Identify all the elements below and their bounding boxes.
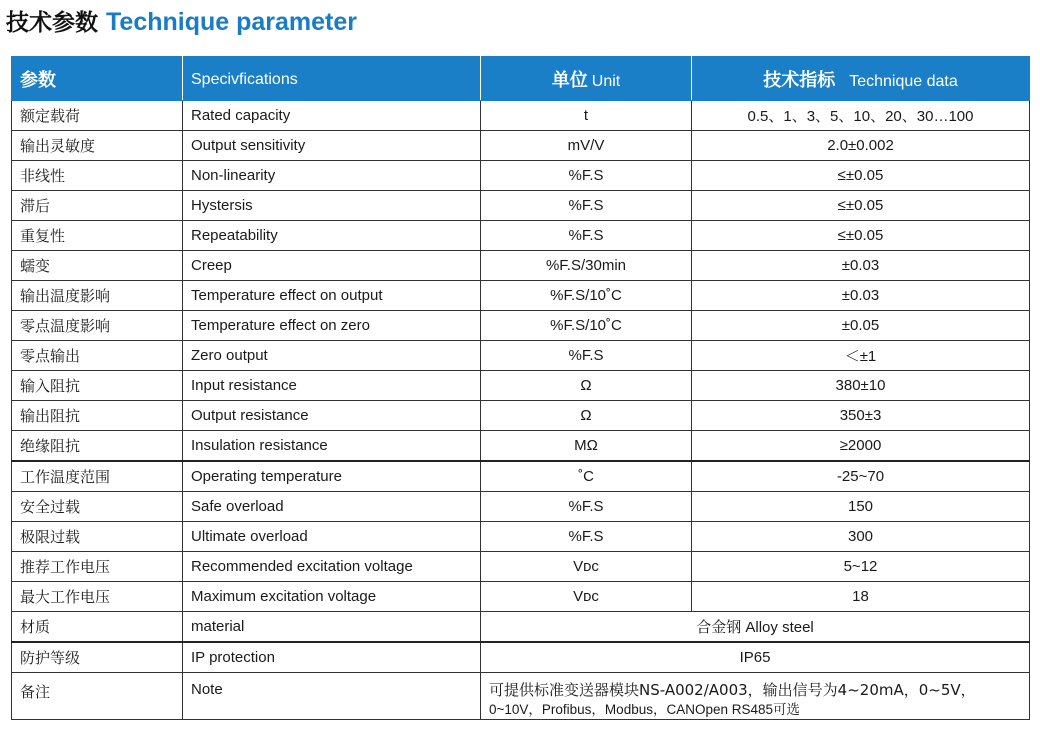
row-unit: %F.S (481, 341, 692, 371)
table-row-note (12, 673, 1030, 720)
row-value: ≥2000 (692, 431, 1030, 462)
row-value: ±0.03 (692, 251, 1030, 281)
row-unit: MΩ (481, 431, 692, 462)
row-label-cn: 输入阻抗 (12, 371, 183, 401)
row-label-en: Ultimate overload (183, 522, 481, 552)
row-unit: Vᴅᴄ (481, 582, 692, 612)
row-unit: t (481, 101, 692, 131)
header-param: 参数 (12, 57, 183, 101)
row-unit: Ω (481, 371, 692, 401)
row-label-cn: 防护等级 (12, 642, 183, 673)
row-unit: %F.S (481, 161, 692, 191)
row-label-en: Non-linearity (183, 161, 481, 191)
row-label-cn: 滞后 (12, 191, 183, 221)
row-label-en: Repeatability (183, 221, 481, 251)
row-label-en: Insulation resistance (183, 431, 481, 462)
row-value: ＜±1 (692, 341, 1030, 371)
row-label-en: Input resistance (183, 371, 481, 401)
row-label-en: Temperature effect on output (183, 281, 481, 311)
table-row (12, 191, 1030, 221)
row-label-en: Hystersis (183, 191, 481, 221)
row-unit: Vᴅᴄ (481, 552, 692, 582)
note-text (481, 673, 1030, 720)
row-unit: %F.S/10˚C (481, 311, 692, 341)
row-label-en: IP protection (183, 642, 481, 673)
technique-parameter-table (11, 56, 1030, 720)
row-value: 2.0±0.002 (692, 131, 1030, 161)
row-label-cn: 零点输出 (12, 341, 183, 371)
row-value: ≤±0.05 (692, 161, 1030, 191)
row-value: 300 (692, 522, 1030, 552)
row-value-merged: 合金钢 Alloy steel (481, 612, 1030, 643)
row-value: 5~12 (692, 552, 1030, 582)
row-unit: %F.S (481, 492, 692, 522)
table-row (12, 582, 1030, 612)
row-label-en: Operating temperature (183, 461, 481, 492)
table-row-protection (12, 642, 1030, 673)
row-label-cn: 输出阻抗 (12, 401, 183, 431)
row-label-cn: 输出灵敏度 (12, 131, 183, 161)
row-label-en: Temperature effect on zero (183, 311, 481, 341)
table-row (12, 101, 1030, 131)
row-label-cn: 极限过载 (12, 522, 183, 552)
row-label-cn: 工作温度范围 (12, 461, 183, 492)
table-row (12, 401, 1030, 431)
table-row (12, 161, 1030, 191)
table-row (12, 281, 1030, 311)
row-unit: ˚C (481, 461, 692, 492)
table-row (12, 251, 1030, 281)
title-english: Technique parameter (106, 8, 358, 36)
row-unit: %F.S (481, 522, 692, 552)
row-label-en: Output sensitivity (183, 131, 481, 161)
note-line-1: 可提供标准变送器模块NS-A002/A003，输出信号为4~20mA，0~5V， (489, 681, 976, 699)
row-unit: %F.S/30min (481, 251, 692, 281)
table-row (12, 221, 1030, 251)
row-label-cn: 额定载荷 (12, 101, 183, 131)
row-label-cn: 重复性 (12, 221, 183, 251)
row-label-en: Note (183, 673, 481, 720)
table-row (12, 341, 1030, 371)
row-unit: %F.S/10˚C (481, 281, 692, 311)
row-value: ±0.05 (692, 311, 1030, 341)
row-label-en: Safe overload (183, 492, 481, 522)
table-row (12, 492, 1030, 522)
table-row-material (12, 612, 1030, 643)
row-unit: %F.S (481, 191, 692, 221)
row-value: 150 (692, 492, 1030, 522)
row-label-cn: 材质 (12, 612, 183, 643)
row-label-en: Rated capacity (183, 101, 481, 131)
row-label-en: Output resistance (183, 401, 481, 431)
table-row (12, 431, 1030, 462)
header-unit: 单位 Unit (481, 57, 692, 101)
row-label-cn: 最大工作电压 (12, 582, 183, 612)
row-value: ±0.03 (692, 281, 1030, 311)
title-chinese: 技术参数 (6, 10, 98, 36)
table-row (12, 522, 1030, 552)
row-label-cn: 绝缘阻抗 (12, 431, 183, 462)
table-row (12, 131, 1030, 161)
row-label-cn: 备注 (12, 673, 183, 720)
row-value: 18 (692, 582, 1030, 612)
row-label-cn: 安全过载 (12, 492, 183, 522)
row-value-merged: IP65 (481, 642, 1030, 673)
row-label-cn: 蠕变 (12, 251, 183, 281)
row-label-cn: 非线性 (12, 161, 183, 191)
row-label-en: Recommended excitation voltage (183, 552, 481, 582)
header-data: 技术指标 Technique data (692, 57, 1030, 101)
row-label-cn: 推荐工作电压 (12, 552, 183, 582)
row-label-cn: 输出温度影响 (12, 281, 183, 311)
header-spec: Specivfications (183, 57, 481, 101)
row-value: 0.5、1、3、5、10、20、30…100 (692, 101, 1030, 131)
row-unit: mV/V (481, 131, 692, 161)
row-value: ≤±0.05 (692, 221, 1030, 251)
row-label-en: Zero output (183, 341, 481, 371)
table-row (12, 552, 1030, 582)
page-title (6, 4, 357, 48)
note-line-2: 0~10V，Profibus，Modbus，CANOpen RS485可选 (489, 702, 801, 717)
row-value: ≤±0.05 (692, 191, 1030, 221)
row-label-cn: 零点温度影响 (12, 311, 183, 341)
row-label-en: Maximum excitation voltage (183, 582, 481, 612)
row-unit: %F.S (481, 221, 692, 251)
row-label-en: material (183, 612, 481, 643)
row-unit: Ω (481, 401, 692, 431)
table-row (12, 311, 1030, 341)
table-header-row (12, 57, 1030, 101)
row-value: -25~70 (692, 461, 1030, 492)
table-row (12, 371, 1030, 401)
row-value: 380±10 (692, 371, 1030, 401)
table-row (12, 461, 1030, 492)
row-value: 350±3 (692, 401, 1030, 431)
row-label-en: Creep (183, 251, 481, 281)
